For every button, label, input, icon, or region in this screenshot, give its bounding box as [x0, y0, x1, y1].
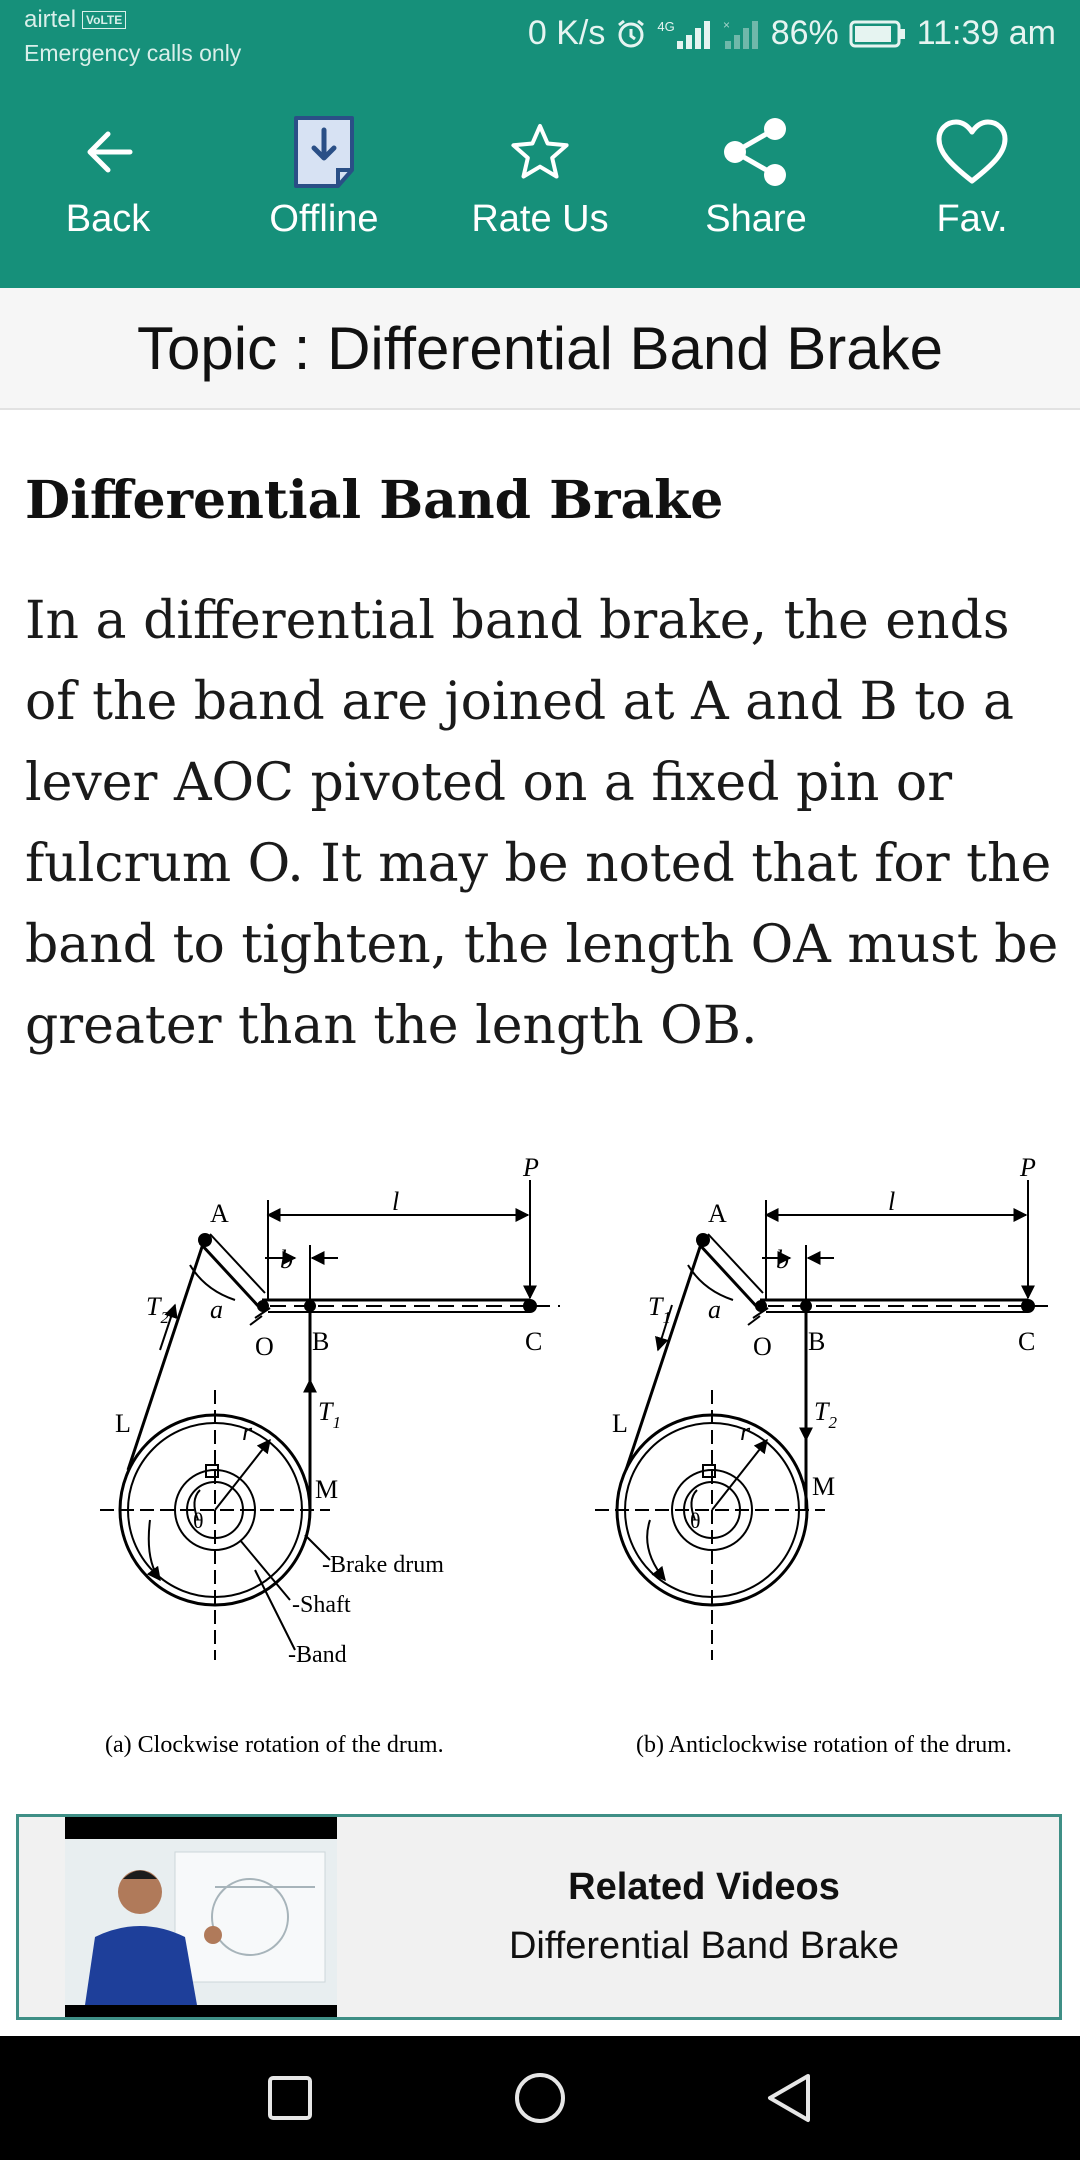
label-m-left: M — [315, 1475, 339, 1504]
back-arrow-icon — [80, 112, 136, 192]
label-shaft-left: -Shaft — [292, 1592, 351, 1618]
battery-icon — [849, 19, 907, 49]
carrier-name: airtel — [24, 6, 77, 33]
share-button[interactable] — [648, 70, 864, 288]
status-left — [24, 6, 241, 67]
back-button[interactable] — [0, 70, 216, 288]
label-t-top-right-sub: 1 — [662, 1308, 671, 1327]
action-bar — [0, 70, 1080, 288]
label-a-angle-left: a — [210, 1295, 223, 1324]
label-band-left: -Band — [288, 1642, 347, 1668]
label-t-right-left-letter: T — [318, 1397, 333, 1426]
battery-percent: 86% — [770, 14, 839, 52]
favourite-button[interactable] — [864, 70, 1080, 288]
label-shaft-left-text: Shaft — [300, 1592, 351, 1618]
related-videos-subtitle: Differential Band Brake — [508, 1925, 900, 1967]
heart-icon — [935, 112, 1009, 192]
caption-right: (b) Anticlockwise rotation of the drum. — [636, 1732, 1012, 1758]
svg-text:×: × — [722, 18, 730, 32]
offline-button[interactable] — [216, 70, 432, 288]
label-band-left-text: Band — [296, 1642, 347, 1668]
label-drum-left: -Brake drum — [322, 1552, 444, 1578]
video-thumbnail[interactable] — [65, 1817, 337, 2017]
related-videos-text — [359, 1817, 1049, 2017]
status-bar — [0, 0, 1080, 70]
label-t-right-right — [814, 1397, 837, 1432]
label-l-point-left: L — [115, 1409, 131, 1438]
band-brake-diagram — [0, 1140, 1080, 1780]
diagram-clockwise-labels — [105, 1153, 542, 1758]
star-icon — [510, 112, 570, 192]
label-b-point-right: B — [808, 1327, 826, 1356]
download-icon — [292, 112, 356, 192]
status-right — [528, 14, 1056, 53]
related-videos-title: Related Videos — [568, 1866, 840, 1908]
label-b-left: b — [280, 1245, 293, 1274]
label-a-left: A — [210, 1199, 229, 1228]
home-button[interactable] — [500, 2058, 580, 2138]
label-r-right: r — [740, 1417, 751, 1446]
label-t-right-left-sub: 1 — [332, 1413, 341, 1432]
emergency-calls-text: Emergency calls only — [24, 40, 242, 66]
label-theta-right: θ — [690, 1508, 701, 1533]
clock: 11:39 am — [916, 14, 1056, 52]
circle-icon — [512, 2070, 568, 2126]
topic-bar — [0, 288, 1080, 410]
label-drum-left-text: Brake drum — [330, 1552, 444, 1578]
offline-label: Offline — [269, 198, 379, 240]
triangle-back-icon — [764, 2072, 816, 2124]
label-m-right: M — [812, 1472, 836, 1501]
signal-4g-icon — [657, 19, 712, 49]
signal-empty-icon — [723, 19, 761, 49]
alarm-icon — [615, 18, 647, 50]
topic-title: Topic : Differential Band Brake — [137, 314, 943, 382]
article-heading: Differential Band Brake — [25, 470, 724, 531]
back-nav-button[interactable] — [750, 2058, 830, 2138]
volte-badge: VoLTE — [82, 11, 126, 29]
label-l-point-right: L — [612, 1409, 628, 1438]
label-l-right: l — [888, 1187, 896, 1216]
label-theta-left: θ — [193, 1508, 204, 1533]
label-o-right: O — [753, 1332, 772, 1361]
rate-us-label: Rate Us — [471, 198, 609, 240]
video-thumbnail-image — [65, 1817, 337, 2017]
label-t-top-right — [648, 1292, 671, 1327]
related-videos-card[interactable] — [16, 1814, 1062, 2020]
label-t-top-left-sub: 2 — [160, 1308, 169, 1327]
label-t-top-left-letter: T — [146, 1292, 161, 1321]
carrier — [24, 6, 241, 34]
label-p-left: P — [523, 1153, 539, 1182]
article-paragraph: In a differential band brake, the ends of the band are joined at A and B to a lever AOC pivoted on a fixed pin or fulcrum O. It may be noted that for the band to tighten, the length OA must be greater than the length OB. — [25, 591, 1059, 1056]
navigation-bar — [0, 2036, 1080, 2160]
label-t-right-right-sub: 2 — [828, 1413, 837, 1432]
label-c-right: C — [1018, 1327, 1036, 1356]
share-label: Share — [705, 198, 807, 240]
network-speed: 0 K/s — [527, 14, 606, 52]
label-p-right: P — [1020, 1153, 1036, 1182]
label-t-top-right-letter: T — [648, 1292, 663, 1321]
rate-us-button[interactable] — [432, 70, 648, 288]
label-t-right-right-letter: T — [814, 1397, 829, 1426]
label-b-point-left: B — [312, 1327, 330, 1356]
label-t-top-left — [146, 1292, 169, 1327]
label-t-right-left — [318, 1397, 341, 1432]
favourite-label: Fav. — [936, 198, 1008, 240]
diagram-anticlockwise-labels — [612, 1153, 1036, 1758]
label-a-angle-right: a — [708, 1295, 721, 1324]
label-c-left: C — [525, 1327, 543, 1356]
label-b-right: b — [776, 1245, 789, 1274]
label-a-right: A — [708, 1199, 727, 1228]
caption-left: (a) Clockwise rotation of the drum. — [105, 1732, 444, 1758]
square-icon — [266, 2074, 314, 2122]
network-type: 4G — [657, 18, 675, 34]
label-o-left: O — [255, 1332, 274, 1361]
recents-button[interactable] — [250, 2058, 330, 2138]
label-r-left: r — [242, 1417, 253, 1446]
share-icon — [719, 112, 793, 192]
article-content — [25, 470, 1060, 1067]
back-label: Back — [65, 198, 151, 240]
label-l-left: l — [392, 1187, 400, 1216]
